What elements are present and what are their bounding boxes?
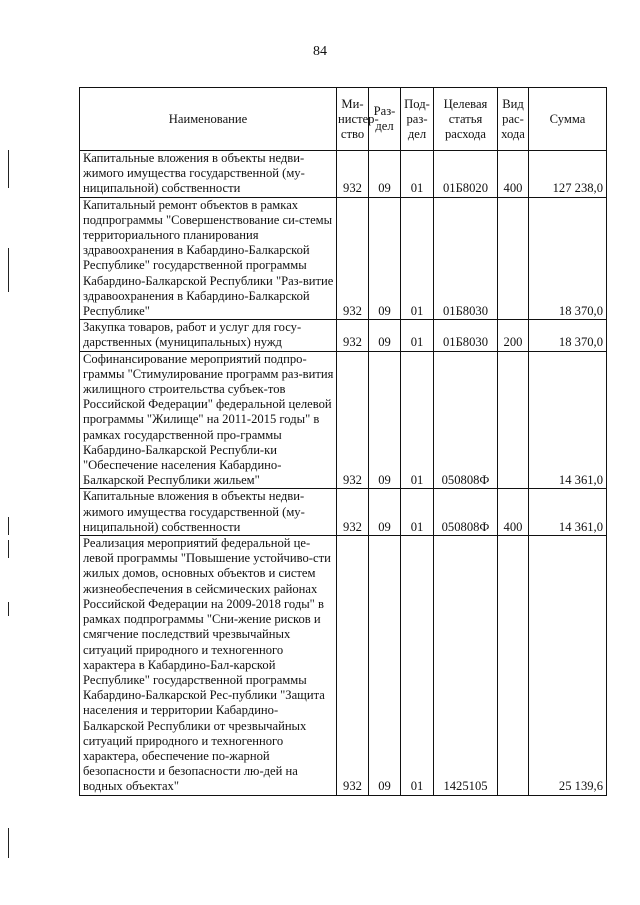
table-row — [80, 151, 607, 198]
row-ministry: 932 — [337, 536, 369, 795]
row-ministry: 932 — [337, 320, 369, 351]
row-subsection: 01 — [401, 489, 434, 536]
table-row — [80, 197, 607, 320]
row-name: Закупка товаров, работ и услуг для госу-дарственных (муниципальных) нужд — [80, 320, 337, 351]
header-subsection: Под-раз-дел — [401, 88, 434, 151]
row-target: 1425105 — [434, 536, 498, 795]
row-section: 09 — [369, 536, 401, 795]
scan-mark — [8, 828, 9, 858]
row-subsection: 01 — [401, 351, 434, 489]
row-subsection: 01 — [401, 536, 434, 795]
row-ministry: 932 — [337, 489, 369, 536]
budget-table — [79, 87, 607, 796]
row-name: Софинансирование мероприятий подпро-граммы "Стимулирование программ раз-вития жилищного строительства субъек-тов Российской Федерации" федеральной целевой программы "Жилище" на 2011-2015 годы" в рамках государственной про-граммы Кабардино-Балкарской Республи-ки "Обеспечение населения Кабардино-Балкарской Республики жильем" — [80, 351, 337, 489]
header-sum: Сумма — [529, 88, 607, 151]
header-name: Наименование — [80, 88, 337, 151]
header-type: Вид рас-хода — [498, 88, 529, 151]
row-target: 01Б8030 — [434, 197, 498, 320]
row-sum: 14 361,0 — [529, 351, 607, 489]
header-target: Целевая статья расхода — [434, 88, 498, 151]
row-section: 09 — [369, 489, 401, 536]
row-subsection: 01 — [401, 151, 434, 198]
page-number: 84 — [313, 44, 327, 59]
scan-mark — [8, 248, 9, 292]
row-subsection: 01 — [401, 197, 434, 320]
scan-mark — [8, 540, 9, 558]
table-header-row — [80, 88, 607, 151]
row-type: 200 — [498, 320, 529, 351]
row-ministry: 932 — [337, 151, 369, 198]
row-ministry: 932 — [337, 197, 369, 320]
row-target: 050808Ф — [434, 351, 498, 489]
table-row — [80, 351, 607, 489]
scan-mark — [8, 602, 9, 616]
table-row — [80, 320, 607, 351]
table-row — [80, 536, 607, 795]
row-sum: 25 139,6 — [529, 536, 607, 795]
row-sum: 18 370,0 — [529, 197, 607, 320]
row-type — [498, 197, 529, 320]
scan-mark — [8, 517, 9, 535]
header-section: Раз-дел — [369, 88, 401, 151]
row-type: 400 — [498, 151, 529, 198]
row-name: Капитальные вложения в объекты недви-жимого имущества государственной (му-ниципальной) собственности — [80, 151, 337, 198]
row-ministry: 932 — [337, 351, 369, 489]
row-type — [498, 536, 529, 795]
row-target: 01Б8020 — [434, 151, 498, 198]
row-sum: 18 370,0 — [529, 320, 607, 351]
row-sum: 14 361,0 — [529, 489, 607, 536]
row-target: 050808Ф — [434, 489, 498, 536]
table-row — [80, 489, 607, 536]
row-name: Реализация мероприятий федеральной це-левой программы "Повышение устойчиво-сти жилых домов, основных объектов и систем жизнеобеспечения в сейсмических районах Российской Федерации на 2009-2018 годы" в рамках подпрограммы "Сни-жение рисков и смягчение последствий чрезвычайных ситуаций природного и техногенного характера в Кабардино-Бал-карской Республике" государственной программы Кабардино-Балкарской Рес-публики "Защита населения и территории Кабардино-Балкарской Республики от чрезвычайных ситуаций природного и техногенного характера, обеспечение по-жарной безопасности и безопасности лю-дей на водных объектах" — [80, 536, 337, 795]
header-ministry: Ми-нистер-ство — [337, 88, 369, 151]
row-section: 09 — [369, 197, 401, 320]
row-sum: 127 238,0 — [529, 151, 607, 198]
row-type — [498, 351, 529, 489]
row-name: Капитальный ремонт объектов в рамках подпрограммы "Совершенствование си-стемы территориального планирования здравоохранения в Кабардино-Балкарской Республике" государственной программы Кабардино-Балкарской Республики "Раз-витие здравоохранения в Кабардино-Балкарской Республике" — [80, 197, 337, 320]
row-name: Капитальные вложения в объекты недви-жимого имущества государственной (му-ниципальной) собственности — [80, 489, 337, 536]
row-type: 400 — [498, 489, 529, 536]
scan-mark — [8, 150, 9, 188]
row-target: 01Б8030 — [434, 320, 498, 351]
row-subsection: 01 — [401, 320, 434, 351]
row-section: 09 — [369, 320, 401, 351]
row-section: 09 — [369, 151, 401, 198]
row-section: 09 — [369, 351, 401, 489]
